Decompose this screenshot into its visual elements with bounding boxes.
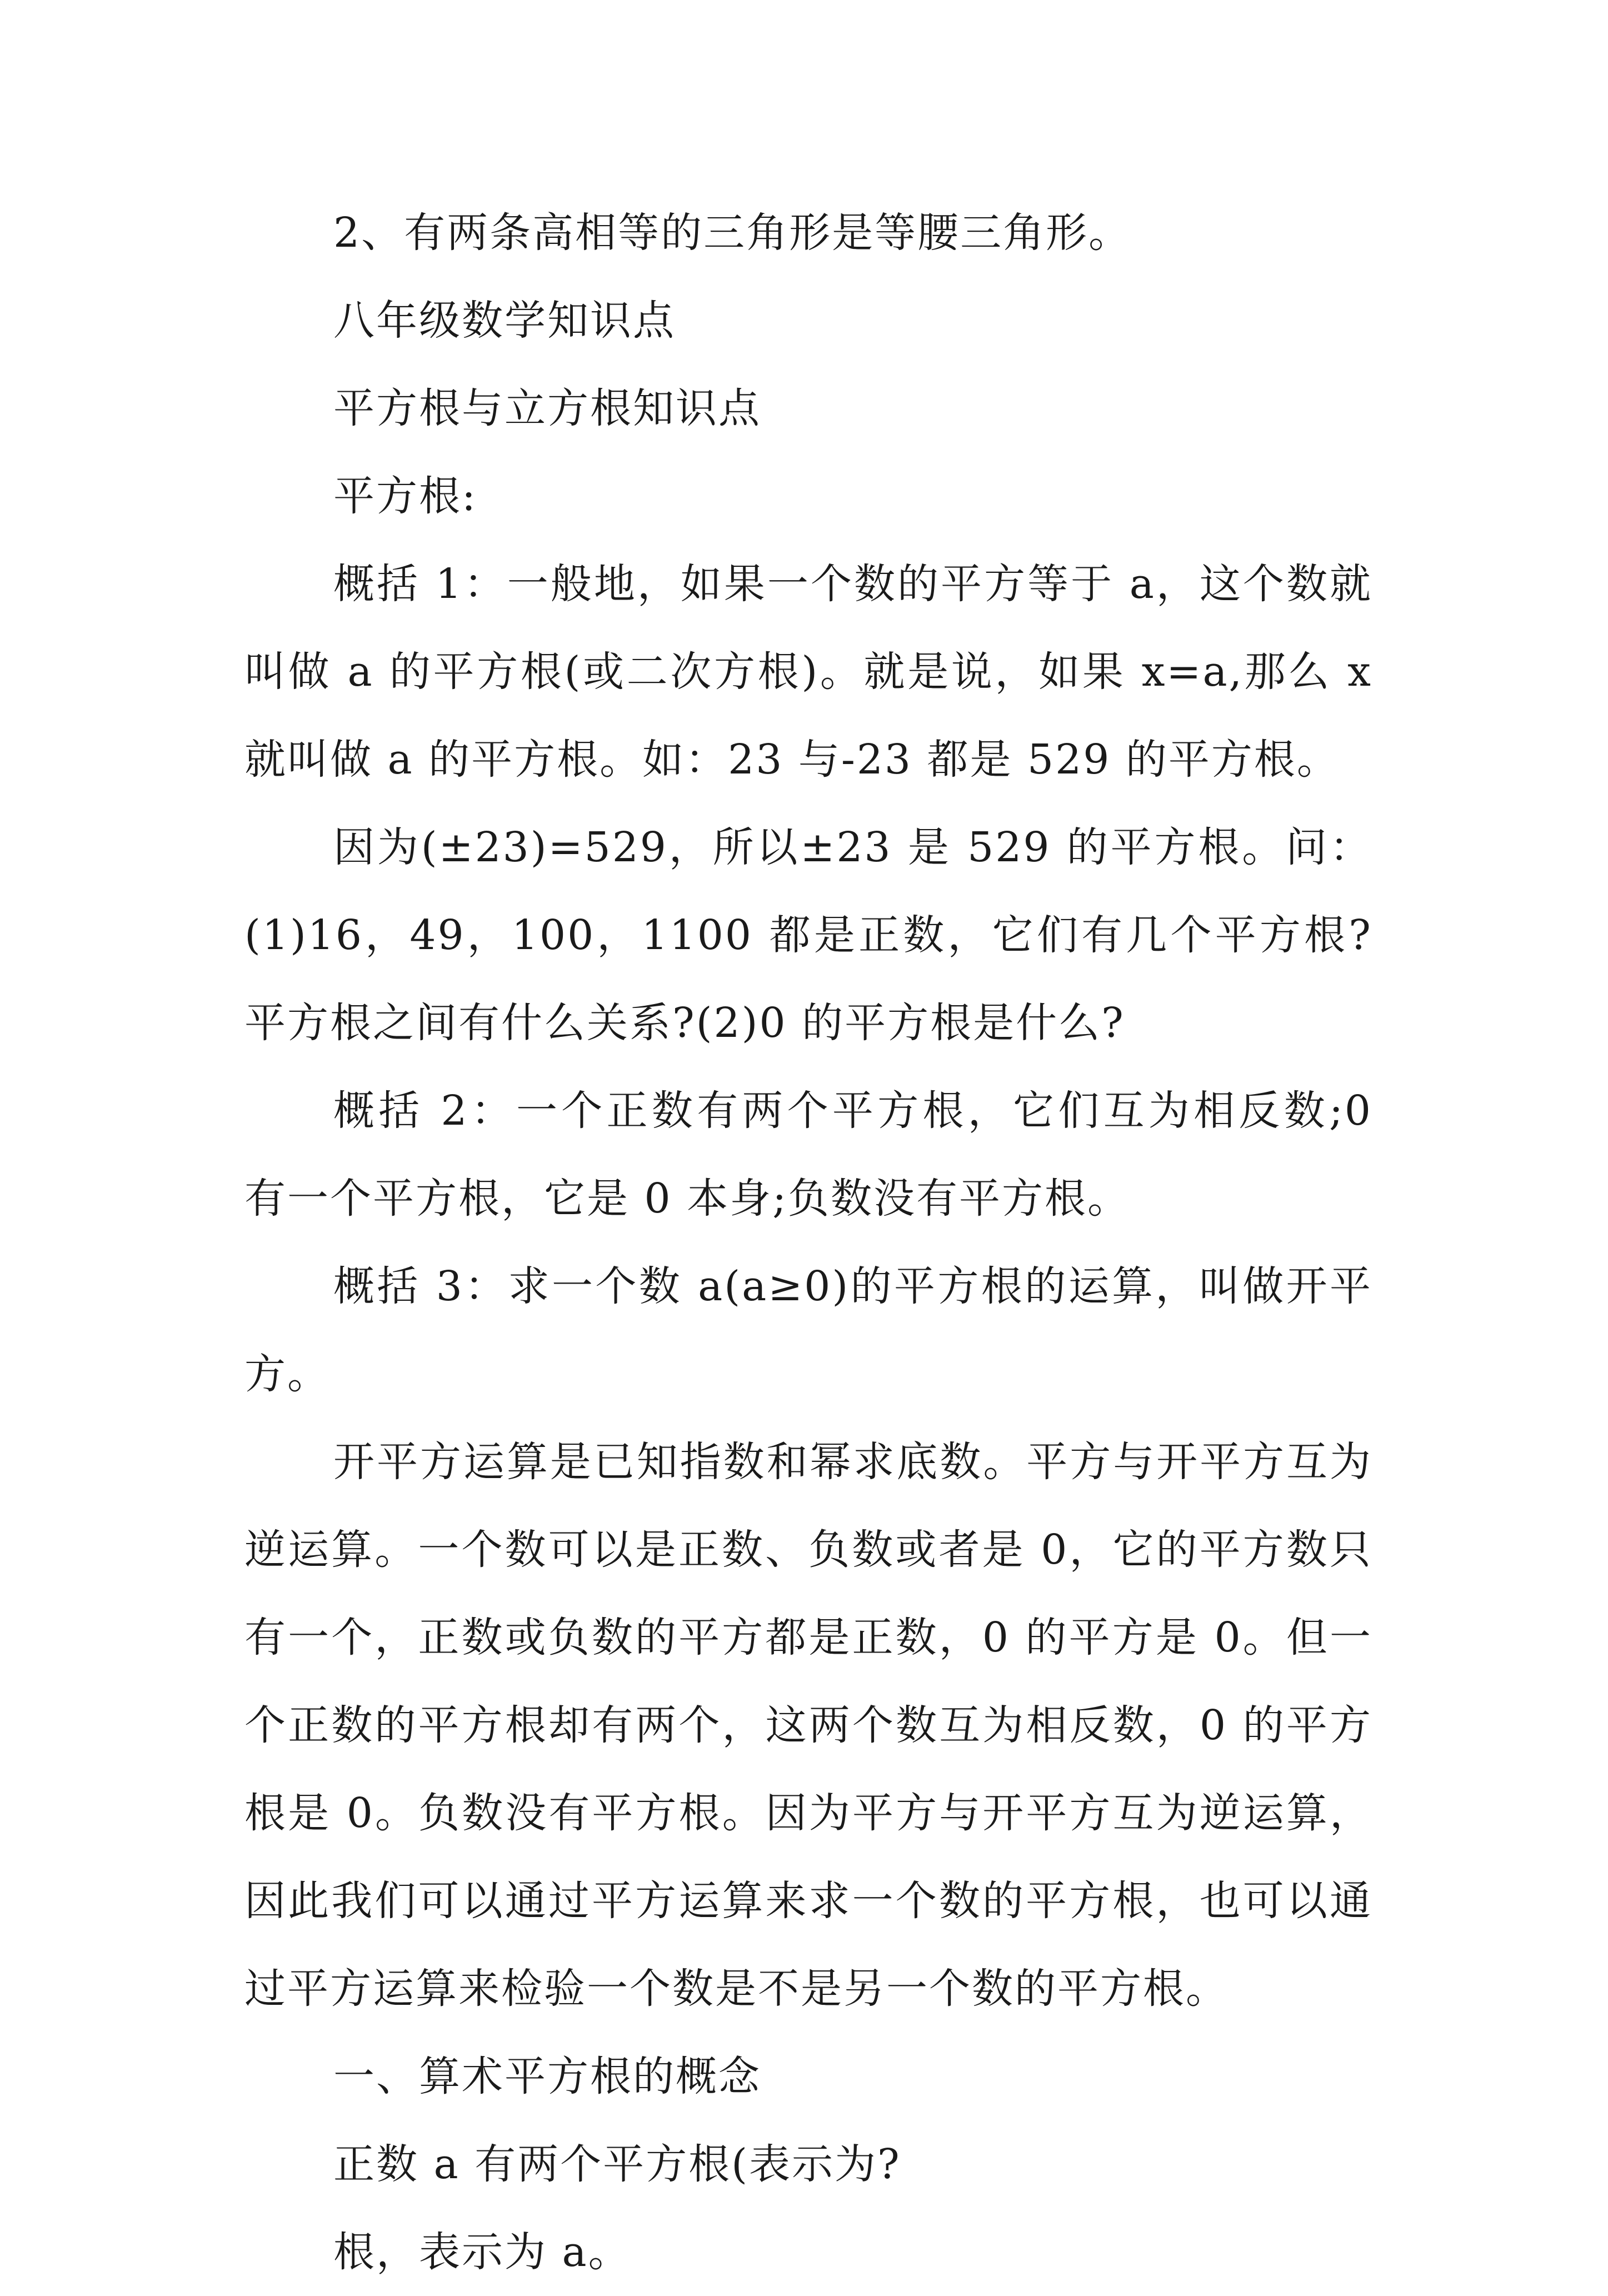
subheading-arithmetic-square-root: 一、算术平方根的概念	[333, 2053, 761, 2100]
paragraph-isosceles-note: 2、有两条高相等的三角形是等腰三角形。	[333, 209, 1132, 257]
paragraph-summary-3: 概括 3：求一个数 a(a≥0)的平方根的运算，叫做开平方。	[244, 1262, 1372, 1398]
section-heading-roots: 平方根与立方根知识点	[333, 385, 761, 432]
paragraph-positive-number-roots: 正数 a 有两个平方根(表示为?	[333, 2140, 901, 2188]
document-body	[244, 189, 1372, 2296]
paragraph-example-question: 因为(±23)=529，所以±23 是 529 的平方根。问：(1)16，49，100，1100 都是正数，它们有几个平方根?平方根之间有什么关系?(2)0 的平方根是什么?	[244, 823, 1372, 1047]
paragraph-summary-2: 概括 2：一个正数有两个平方根，它们互为相反数;0 有一个平方根，它是 0 本身;负数没有平方根。	[244, 1087, 1372, 1222]
subheading-square-root: 平方根:	[333, 472, 477, 520]
paragraph-inverse-operation: 开平方运算是已知指数和幂求底数。平方与开平方互为逆运算。一个数可以是正数、负数或者是 0，它的平方数只有一个，正数或负数的平方都是正数，0 的平方是 0。但一个正数的平方根却有两个，这两个数互为相反数，0 的平方根是 0。负数没有平方根。因为平方与开平方互为逆运算，因此我们可以通过平方运算来求一个数的平方根，也可以通过平方运算来检验一个数是不是另一个数的平方根。	[244, 1438, 1372, 2013]
paragraph-root-notation: 根，表示为 a。	[333, 2228, 631, 2276]
section-heading-grade8-math: 八年级数学知识点	[333, 297, 676, 345]
paragraph-summary-1: 概括 1：一般地，如果一个数的平方等于 a，这个数就叫做 a 的平方根(或二次方根)。就是说，如果 x=a,那么 x 就叫做 a 的平方根。如：23 与-23 都是 529 的平方根。	[244, 560, 1372, 783]
